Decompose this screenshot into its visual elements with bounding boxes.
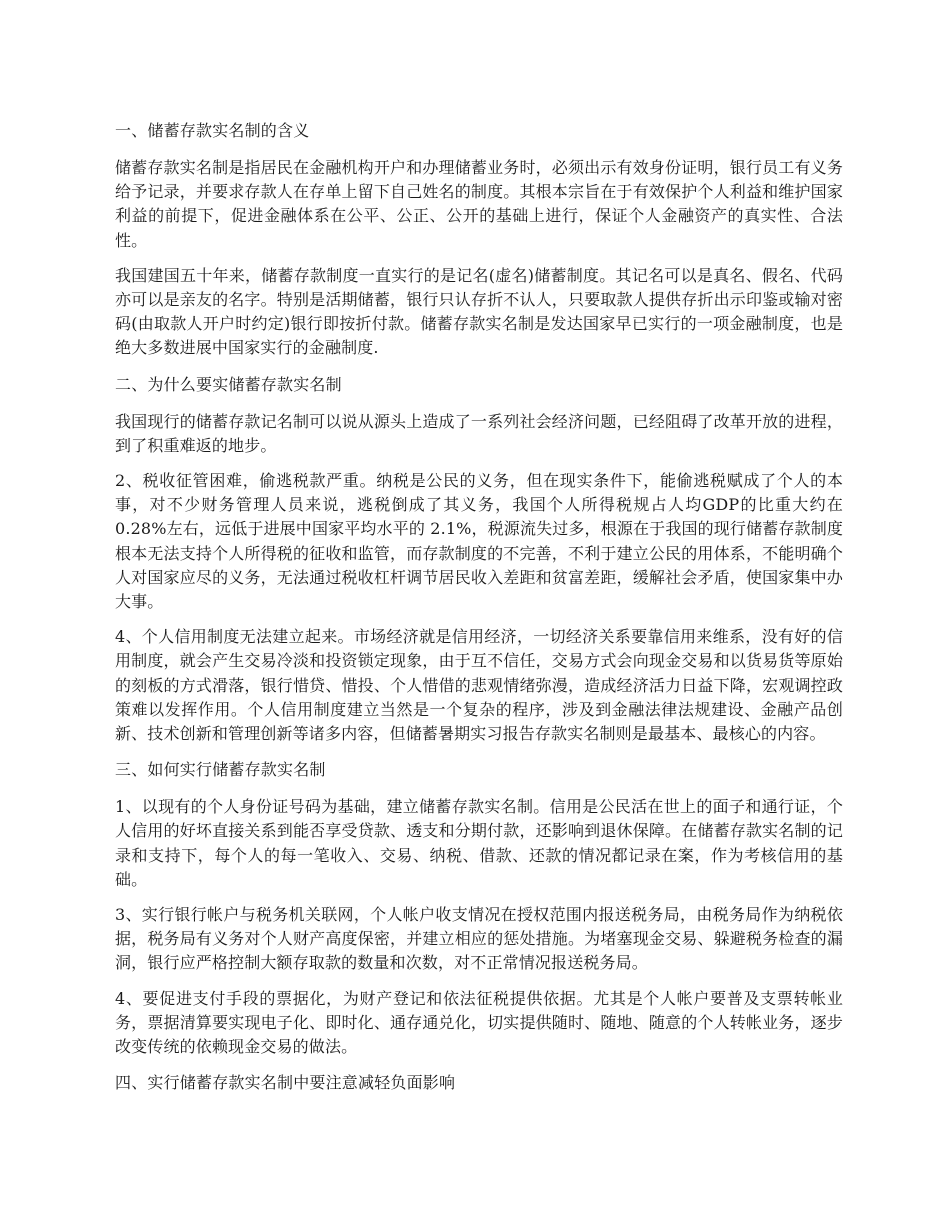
paragraph: 我国现行的储蓄存款记名制可以说从源头上造成了一系列社会经济问题，已经阻碍了改革开放的进程，到了积重难返的地步。	[115, 411, 843, 455]
paragraph: 2、税收征管困难，偷逃税款严重。纳税是公民的义务，但在现实条件下，能偷逃税赋成了个人的本事，对不少财务管理人员来说，逃税倒成了其义务，我国个人所得税规占人均GDP的比重大约在 0.28%左右，远低于进展中国家平均水平的 2.1%，税源流失过多，根源在于我国的现行储蓄存款制度根本无法支持个人所得税的征收和监管，而存款制度的不完善，不利于建立公民的用体系，不能明确个人对国家应尽的义务，无法通过税收杠杆调节居民收入差距和贫富差距，缓解社会矛盾，使国家集中办大事。	[115, 471, 843, 612]
section-heading-4: 四、实行储蓄存款实名制中要注意减轻负面影响	[115, 1073, 456, 1093]
paragraph: 1、以现有的个人身份证号码为基础，建立储蓄存款实名制。信用是公民活在世上的面子和通行证，个人信用的好坏直接关系到能否享受贷款、透支和分期付款，还影响到退休保障。在储蓄存款实名制的记录和支持下，每个人的每一笔收入、交易、纳税、借款、还款的情况都记录在案，作为考核信用的基础。	[115, 797, 843, 889]
paragraph: 储蓄存款实名制是指居民在金融机构开户和办理储蓄业务时，必须出示有效身份证明，银行员工有义务给予记录，并要求存款人在存单上留下自己姓名的制度。其根本宗旨在于有效保护个人利益和维护国家利益的前提下，促进金融体系在公平、公正、公开的基础上进行，保证个人金融资产的真实性、合法性。	[115, 158, 843, 250]
section-heading-2: 二、为什么要实储蓄存款实名制	[115, 374, 342, 394]
paragraph: 4、要促进支付手段的票据化，为财产登记和依法征税提供依据。尤其是个人帐户要普及支票转帐业务，票据清算要实现电子化、即时化、通存通兑化，切实提供随时、随地、随意的个人转帐业务，逐步改变传统的依赖现金交易的做法。	[115, 988, 843, 1057]
section-heading-3: 三、如何实行储蓄存款实名制	[115, 760, 326, 780]
section-heading-1: 一、储蓄存款实名制的含义	[115, 121, 310, 140]
document-body	[115, 118, 843, 1108]
paragraph: 我国建国五十年来，储蓄存款制度一直实行的是记名(虚名)储蓄制度。其记名可以是真名、假名、代码亦可以是亲友的名字。特别是活期储蓄，银行只认存折不认人，只要取款人提供存折出示印鉴或输对密码(由取款人开户时约定)银行即按折付款。储蓄存款实名制是发达国家早已实行的一项金融制度，也是绝大多数进展中国家实行的金融制度.	[115, 265, 843, 358]
paragraph: 4、个人信用制度无法建立起来。市场经济就是信用经济，一切经济关系要靠信用来维系，没有好的信用制度，就会产生交易冷淡和投资锁定现象，由于互不信任，交易方式会向现金交易和以货易货等原始的刻板的方式滑落，银行惜贷、惜投、个人惜借的悲观情绪弥漫，造成经济活力日益下降，宏观调控政策难以发挥作用。个人信用制度建立当然是一个复杂的程序，涉及到金融法律法规建设、金融产品创新、技术创新和管理创新等诸多内容，但储蓄暑期实习报告存款实名制则是最基本、最核心的内容。	[115, 627, 843, 744]
paragraph: 3、实行银行帐户与税务机关联网，个人帐户收支情况在授权范围内报送税务局，由税务局作为纳税依据，税务局有义务对个人财产高度保密，并建立相应的惩处措施。为堵塞现金交易、躲避税务检查的漏洞，银行应严格控制大额存取款的数量和次数，对不正常情况报送税务局。	[115, 905, 843, 973]
